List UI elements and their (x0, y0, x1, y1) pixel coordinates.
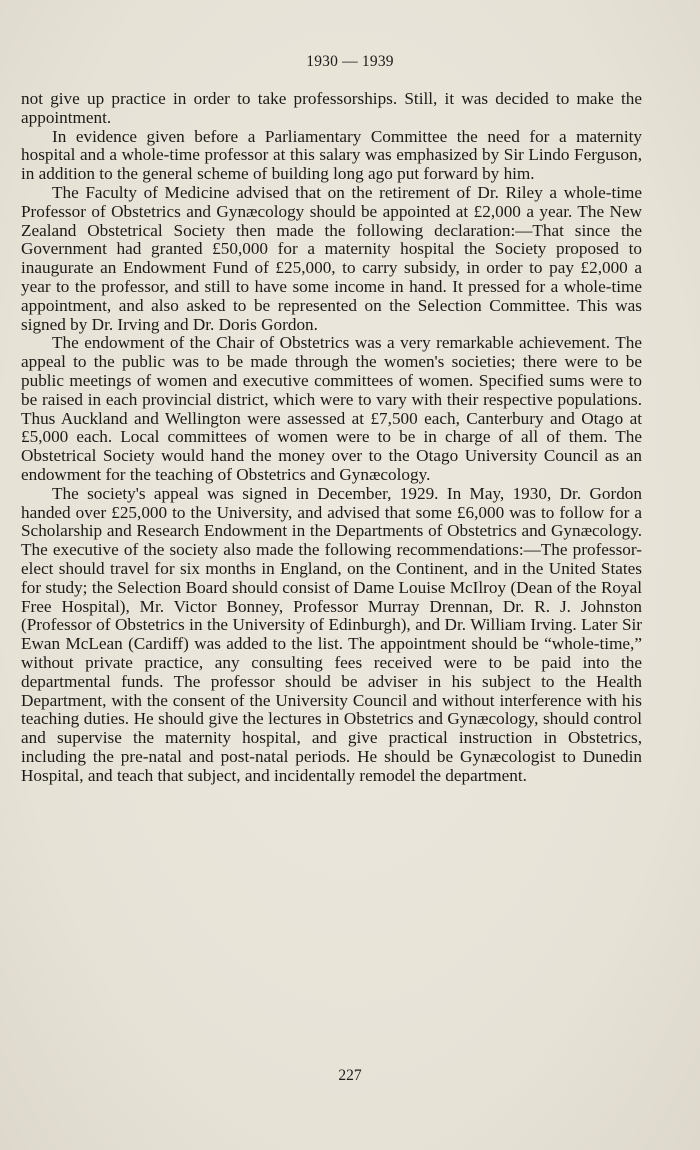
running-header: 1930 — 1939 (306, 53, 394, 70)
body-text (21, 90, 642, 785)
paragraph: The society's appeal was signed in December, 1929. In May, 1930, Dr. Gordon handed over £25,000 to the University, and advised that some £6,000 was to follow for a Scholarship and Research Endowment in the Departments of Obstetrics and Gynæcology. The executive of the society also made the following recommendations:—The professor-elect should travel for six months in England, on the Continent, and in the United States for study; the Selection Board should consist of Dame Louise McIlroy (Dean of the Royal Free Hospital), Mr. Victor Bonney, Professor Murray Drennan, Dr. R. J. Johnston (Professor of Obstetrics in the University of Edinburgh), and Dr. William Irving. Later Sir Ewan McLean (Cardiff) was added to the list. The appointment should be “whole-time,” without private practice, any consulting fees received were to be paid into the departmental funds. The professor should be adviser in his subject to the Health Department, with the consent of the University Council and without interference with his teaching duties. He should give the lectures in Obstetrics and Gynæcology, should control and supervise the maternity hospital, and give practical instruction in Obstetrics, including the pre-natal and post-natal periods. He should be Gynæcologist to Dunedin Hospital, and teach that subject, and incidentally remodel the department. (21, 483, 642, 785)
paragraph: In evidence given before a Parliamentary Committee the need for a maternity hospital and a whole-time professor at this salary was emphasized by Sir Lindo Ferguson, in addition to the general scheme of building long ago put forward by him. (21, 126, 642, 184)
paragraph-continuation: not give up practice in order to take professorships. Still, it was decided to make the appointment. (21, 89, 642, 127)
paragraph: The Faculty of Medicine advised that on the retirement of Dr. Riley a whole-time Professor of Obstetrics and Gynæcology should be appointed at £2,000 a year. The New Zealand Obstetrical Society then made the following declaration:—That since the Government had granted £50,000 for a maternity hospital the Society proposed to inaugurate an Endowment Fund of £25,000, to carry subsidy, in order to pay £2,000 a year to the professor, and still to have some income in hand. It pressed for a whole-time appointment, and also asked to be represented on the Selection Committee. This was signed by Dr. Irving and Dr. Doris Gordon. (21, 182, 642, 334)
page-number: 227 (338, 1067, 362, 1084)
paragraph: The endowment of the Chair of Obstetrics was a very remarkable achievement. The appeal to the public was to be made through the women's societies; there were to be public meetings of women and executive committees of women. Specified sums were to be raised in each provincial district, which were to vary with their respective populations. Thus Auckland and Wellington were assessed at £7,500 each, Canterbury and Otago at £5,000 each. Local committees of women were to be in charge of all of them. The Obstetrical Society would hand the money over to the Otago University Council as an endowment for the teaching of Obstetrics and Gynæcology. (21, 333, 642, 484)
